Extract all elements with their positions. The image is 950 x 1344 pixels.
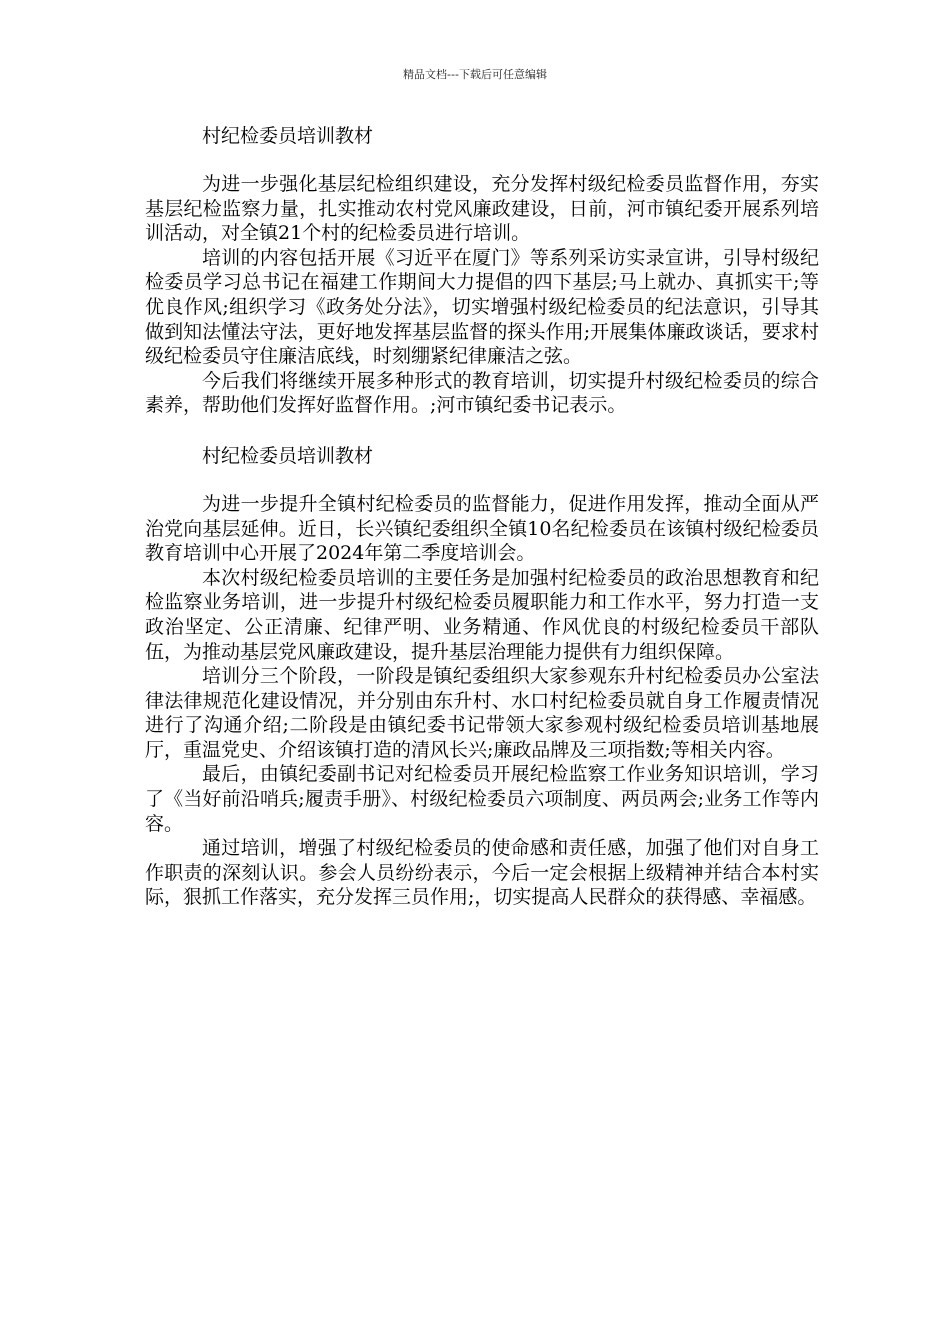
paragraph: 为进一步强化基层纪检组织建设，充分发挥村级纪检委员监督作用，夯实基层纪检监察力量，扎实推动农村党风廉政建设，日前，河市镇纪委开展系列培训活动，对全镇21个村的纪检委员进行培训。 [145, 173, 819, 245]
paragraph: 培训分三个阶段，一阶段是镇纪委组织大家参观东升村纪检委员办公室法律法律规范化建设情况，并分别由东升村、水口村纪检委员就自身工作履责情况进行了沟通介绍;二阶段是由镇纪委书记带领大家参观村级纪检委员培训基地展厅，重温党史、介绍该镇打造的清风长兴;廉政品牌及三项指数;等相关内容。 [145, 665, 819, 761]
paragraph: 通过培训，增强了村级纪检委员的使命感和责任感，加强了他们对自身工作职责的深刻认识。参会人员纷纷表示，今后一定会根据上级精神并结合本村实际，狠抓工作落实，充分发挥三员作用;，切实提高人民群众的获得感、幸福感。 [145, 837, 819, 909]
paragraph: 为进一步提升全镇村纪检委员的监督能力，促进作用发挥，推动全面从严治党向基层延伸。近日，长兴镇纪委组织全镇10名纪检委员在该镇村级纪检委员教育培训中心开展了2024年第二季度培训会。 [145, 492, 819, 565]
paragraph: 本次村级纪检委员培训的主要任务是加强村纪检委员的政治思想教育和纪检监察业务培训，进一步提升村级纪检委员履职能力和工作水平，努力打造一支政治坚定、公正清廉、纪律严明、业务精通、作风优良的村级纪检委员干部队伍，为推动基层党风廉政建设，提升基层治理能力提供有力组织保障。 [145, 566, 819, 663]
section-title: 村纪检委员培训教材 [202, 444, 374, 467]
paragraph: 今后我们将继续开展多种形式的教育培训，切实提升村级纪检委员的综合素养，帮助他们发挥好监督作用。;河市镇纪委书记表示。 [145, 369, 819, 417]
page-header: 精品文档---下载后可任意编辑 [403, 68, 547, 81]
document-body [145, 124, 819, 910]
paragraph: 培训的内容包括开展《习近平在厦门》等系列采访实录宣讲，引导村级纪检委员学习总书记在福建工作期间大力提倡的四下基层;马上就办、真抓实干;等优良作风;组织学习《政务处分法》，切实增强村级纪检委员的纪法意识，引导其做到知法懂法守法，更好地发挥基层监督的探头作用;开展集体廉政谈话，要求村级纪检委员守住廉洁底线，时刻绷紧纪律廉洁之弦。 [145, 246, 819, 368]
section-title: 村纪检委员培训教材 [202, 125, 374, 147]
section-1 [145, 124, 819, 418]
section-2 [145, 444, 819, 910]
paragraph: 最后，由镇纪委副书记对纪检委员开展纪检监察工作业务知识培训，学习了《当好前沿哨兵;履责手册》、村级纪检委员六项制度、两员两会;业务工作等内容。 [145, 763, 819, 835]
